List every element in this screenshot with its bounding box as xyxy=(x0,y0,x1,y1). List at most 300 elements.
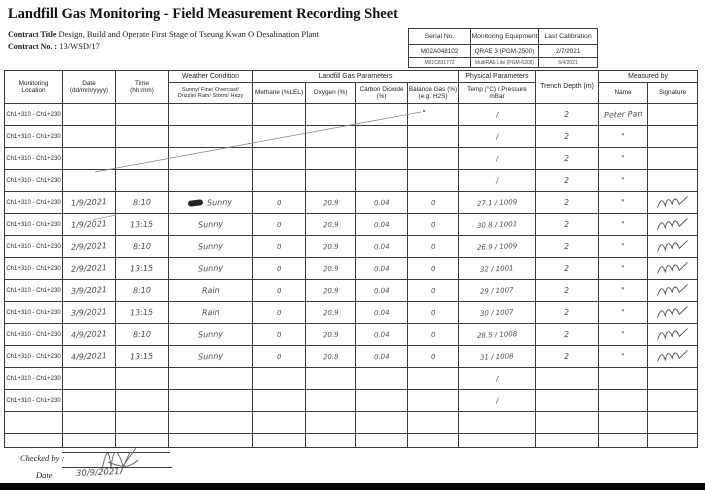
date-value-handwriting: 1/9/2021 xyxy=(70,219,108,230)
cell-weather-value xyxy=(169,236,253,258)
table-row xyxy=(5,126,698,148)
cell-temp-pressure-value xyxy=(459,148,536,170)
cell-name-value xyxy=(599,214,648,236)
trench-depth-value-handwriting: 2 xyxy=(564,131,570,142)
date-value-handwriting: 3/9/2021 xyxy=(70,307,108,318)
cell-trench-depth-value xyxy=(536,412,599,434)
name-value-handwriting: " xyxy=(620,153,626,164)
name-value-handwriting: " xyxy=(620,175,626,186)
cell-date-value xyxy=(63,390,116,412)
cell-weather-value xyxy=(169,192,253,214)
equipment-header-cell: Monitoring Equipment xyxy=(471,29,539,45)
name-value-handwriting: " xyxy=(620,285,626,296)
cell-time-value xyxy=(116,302,169,324)
name-value-handwriting: " xyxy=(620,307,626,318)
group-header-weather: Weather Condition xyxy=(169,71,253,83)
temp-pressure-value-handwriting: / xyxy=(495,374,499,383)
cell-trench-depth-value xyxy=(536,302,599,324)
contract-no-label: Contract No. : xyxy=(8,42,58,51)
cell-co2-value xyxy=(356,214,408,236)
cell-time-value xyxy=(116,258,169,280)
weather-value-handwriting: Sunny xyxy=(197,329,224,340)
temp-pressure-value-handwriting: 30 / 1007 xyxy=(480,307,514,318)
table-row xyxy=(5,236,698,258)
cell-trench-depth-value xyxy=(536,434,599,448)
cell-name-value xyxy=(599,280,648,302)
table-row xyxy=(5,302,698,324)
cell-weather-value xyxy=(169,170,253,192)
cell-signature-value xyxy=(648,434,698,448)
oxygen-value-handwriting: 20.9 xyxy=(322,242,339,251)
oxygen-value-handwriting: 20.9 xyxy=(322,220,339,229)
cell-oxygen-value xyxy=(306,434,356,448)
cell-location: Ch1+310 - Ch1+230 xyxy=(5,302,63,324)
cell-oxygen-value xyxy=(306,236,356,258)
time-value-handwriting: 13:15 xyxy=(130,307,154,318)
co2-value-handwriting: 0.04 xyxy=(373,286,390,295)
cell-balance-gas-value xyxy=(408,104,459,126)
contract-no-line xyxy=(8,41,100,51)
cell-balance-gas-value xyxy=(408,258,459,280)
cell-trench-depth-value xyxy=(536,236,599,258)
cell-signature-value xyxy=(648,148,698,170)
group-header-measured-by: Measured by xyxy=(599,71,698,83)
cell-methane-value xyxy=(253,302,306,324)
co2-value-handwriting: 0.04 xyxy=(373,198,390,207)
methane-value-handwriting: 0 xyxy=(276,286,282,295)
equipment-cell: M02A048102 xyxy=(409,45,471,58)
cell-oxygen-value xyxy=(306,390,356,412)
cell-methane-value xyxy=(253,170,306,192)
time-value-handwriting: 13:15 xyxy=(130,263,154,274)
cell-co2-value xyxy=(356,192,408,214)
cell-balance-gas-value xyxy=(408,346,459,368)
cell-methane-value xyxy=(253,236,306,258)
equipment-cell: QRAE 3 (PGM-2500) xyxy=(471,45,539,58)
cell-temp-pressure-value xyxy=(459,324,536,346)
name-value-handwriting: " xyxy=(620,131,626,142)
name-value-handwriting: " xyxy=(620,197,626,208)
cell-temp-pressure-value xyxy=(459,214,536,236)
time-value-handwriting: 8:10 xyxy=(132,197,152,208)
time-value-handwriting: 8:10 xyxy=(132,329,152,340)
cell-temp-pressure-value xyxy=(459,434,536,448)
trench-depth-value-handwriting: 2 xyxy=(564,197,570,208)
cell-name-value xyxy=(599,390,648,412)
cell-name-value xyxy=(599,236,648,258)
trench-depth-value-handwriting: 2 xyxy=(564,219,570,230)
cell-time-value xyxy=(116,104,169,126)
cell-date-value xyxy=(63,258,116,280)
cell-temp-pressure-value xyxy=(459,126,536,148)
balance-gas-value-handwriting: 0 xyxy=(430,242,436,251)
cell-time-value xyxy=(116,214,169,236)
cell-date-value xyxy=(63,214,116,236)
name-value-handwriting: " xyxy=(620,219,626,230)
scan-edge-bar xyxy=(0,483,705,490)
cell-weather-value xyxy=(169,324,253,346)
oxygen-value-handwriting: 20.9 xyxy=(322,286,339,295)
cell-co2-value xyxy=(356,280,408,302)
co2-value-handwriting: 0.04 xyxy=(373,330,390,339)
equipment-cell: 6/4/2021 xyxy=(539,58,598,68)
weather-value-handwriting: Sunny xyxy=(197,241,224,252)
name-value-handwriting: " xyxy=(620,351,626,362)
equipment-header-cell: Last Calibration xyxy=(539,29,598,45)
cell-weather-value xyxy=(169,280,253,302)
cell-time-value xyxy=(116,192,169,214)
oxygen-value-handwriting: 20.9 xyxy=(322,330,339,339)
cell-weather-value xyxy=(169,346,253,368)
cell-temp-pressure-value xyxy=(459,280,536,302)
cell-co2-value xyxy=(356,170,408,192)
cell-balance-gas-value xyxy=(408,368,459,390)
cell-signature-value xyxy=(648,170,698,192)
col-header-oxygen: Oxygen (%) xyxy=(306,83,356,104)
table-row xyxy=(5,148,698,170)
trench-depth-value-handwriting: 2 xyxy=(564,175,570,186)
weather-value-handwriting: Sunny xyxy=(197,351,224,362)
cell-oxygen-value xyxy=(306,258,356,280)
cell-signature-value xyxy=(648,214,698,236)
methane-value-handwriting: 0 xyxy=(276,220,282,229)
cell-trench-depth-value xyxy=(536,390,599,412)
cell-weather-value xyxy=(169,214,253,236)
temp-pressure-value-handwriting: 30.8 / 1001 xyxy=(476,219,518,230)
cell-signature-value xyxy=(648,368,698,390)
date-value-handwriting: 4/9/2021 xyxy=(70,351,108,362)
cell-date-value xyxy=(63,324,116,346)
col-header-time: Time (hh:mm) xyxy=(116,71,169,104)
cell-methane-value xyxy=(253,324,306,346)
cell-temp-pressure-value xyxy=(459,412,536,434)
table-row xyxy=(5,192,698,214)
cell-time-value xyxy=(116,346,169,368)
cell-oxygen-value xyxy=(306,214,356,236)
balance-gas-value-handwriting: 0 xyxy=(430,220,436,229)
cell-temp-pressure-value xyxy=(459,346,536,368)
cell-weather-value xyxy=(169,148,253,170)
oxygen-value-handwriting: 20.9 xyxy=(322,264,339,273)
cell-location: Ch1+310 - Ch1+230 xyxy=(5,170,63,192)
cell-temp-pressure-value xyxy=(459,236,536,258)
equipment-cell: MultiRAE Lite (PGM-6208) xyxy=(471,58,539,68)
col-header-trench: Trench Depth (m) xyxy=(536,71,599,104)
methane-value-handwriting: 0 xyxy=(276,198,282,207)
cell-balance-gas-value xyxy=(408,236,459,258)
cell-trench-depth-value xyxy=(536,170,599,192)
cell-trench-depth-value xyxy=(536,104,599,126)
table-row xyxy=(5,346,698,368)
table-row xyxy=(5,390,698,412)
cell-name-value xyxy=(599,170,648,192)
cell-date-value xyxy=(63,434,116,448)
table-row xyxy=(5,324,698,346)
cell-location: Ch1+310 - Ch1+230 xyxy=(5,214,63,236)
cell-methane-value xyxy=(253,148,306,170)
cell-balance-gas-value xyxy=(408,434,459,448)
temp-pressure-value-handwriting: 31 / 1008 xyxy=(480,351,514,362)
cell-time-value xyxy=(116,280,169,302)
time-value-handwriting: 8:10 xyxy=(132,285,152,296)
contract-title-label: Contract Title xyxy=(8,30,57,39)
col-header-signature: Signature xyxy=(648,83,698,104)
balance-gas-value-handwriting: 0 xyxy=(430,330,436,339)
methane-value-handwriting: 0 xyxy=(276,308,282,317)
balance-gas-value-handwriting: 0 xyxy=(430,264,436,273)
cell-name-value xyxy=(599,148,648,170)
cell-location: Ch1+310 - Ch1+230 xyxy=(5,280,63,302)
table-row xyxy=(5,434,698,448)
name-value-handwriting: " xyxy=(620,329,626,340)
cell-co2-value xyxy=(356,258,408,280)
cell-date-value xyxy=(63,104,116,126)
cell-date-value xyxy=(63,280,116,302)
cell-location: Ch1+310 - Ch1+230 xyxy=(5,192,63,214)
time-value-handwriting: 13:15 xyxy=(130,351,154,362)
temp-pressure-value-handwriting: 32 / 1001 xyxy=(480,263,514,274)
equipment-row xyxy=(409,45,598,58)
cell-location: Ch1+310 - Ch1+230 xyxy=(5,148,63,170)
name-value-handwriting: " xyxy=(620,241,626,252)
cell-name-value xyxy=(599,368,648,390)
cell-weather-value xyxy=(169,390,253,412)
cell-balance-gas-value xyxy=(408,412,459,434)
cell-oxygen-value xyxy=(306,148,356,170)
cell-name-value xyxy=(599,126,648,148)
cell-co2-value xyxy=(356,390,408,412)
cell-co2-value xyxy=(356,104,408,126)
contract-title-line xyxy=(8,29,319,39)
trench-depth-value-handwriting: 2 xyxy=(564,153,570,164)
cell-oxygen-value xyxy=(306,104,356,126)
cell-trench-depth-value xyxy=(536,126,599,148)
cell-date-value xyxy=(63,126,116,148)
col-header-date: Date (dd/mm/yyyy) xyxy=(63,71,116,104)
temp-pressure-value-handwriting: / xyxy=(495,110,499,119)
weather-value-handwriting: Rain xyxy=(201,307,220,318)
trench-depth-value-handwriting: 2 xyxy=(564,241,570,252)
trench-depth-value-handwriting: 2 xyxy=(564,285,570,296)
cell-co2-value xyxy=(356,346,408,368)
trench-depth-value-handwriting: 2 xyxy=(564,109,570,120)
date-value-handwriting: 4/9/2021 xyxy=(70,329,108,340)
cell-name-value xyxy=(599,258,648,280)
cell-balance-gas-value xyxy=(408,324,459,346)
cell-weather-value xyxy=(169,434,253,448)
methane-value-handwriting: 0 xyxy=(276,330,282,339)
cell-time-value xyxy=(116,368,169,390)
col-header-location: Monitoring Location xyxy=(5,71,63,104)
cell-location: Ch1+310 - Ch1+230 xyxy=(5,104,63,126)
cell-weather-value xyxy=(169,368,253,390)
oxygen-value-handwriting: 20.8 xyxy=(322,352,339,361)
cell-methane-value xyxy=(253,412,306,434)
cell-signature-value xyxy=(648,236,698,258)
cell-methane-value xyxy=(253,368,306,390)
cell-signature-value xyxy=(648,280,698,302)
cell-weather-value xyxy=(169,258,253,280)
cell-signature-value xyxy=(648,258,698,280)
weather-value-handwriting: Rain xyxy=(201,285,220,296)
cell-time-value xyxy=(116,390,169,412)
cell-location: Ch1+310 - Ch1+230 xyxy=(5,324,63,346)
balance-gas-value-handwriting: 0 xyxy=(430,308,436,317)
cell-co2-value xyxy=(356,126,408,148)
contract-title-value: Design, Build and Operate First Stage of Tseung Kwan O Desalination Plant xyxy=(58,29,319,39)
date-value-handwriting: 2/9/2021 xyxy=(70,263,108,274)
cell-weather-value xyxy=(169,302,253,324)
trench-depth-value-handwriting: 2 xyxy=(564,263,570,274)
cell-name-value xyxy=(599,302,648,324)
weather-value-handwriting: Sunny xyxy=(207,197,233,208)
cell-methane-value xyxy=(253,434,306,448)
cell-oxygen-value xyxy=(306,412,356,434)
checked-by-line xyxy=(62,452,170,453)
co2-value-handwriting: 0.04 xyxy=(373,352,390,361)
time-value-handwriting: 8:10 xyxy=(132,241,152,252)
cell-methane-value xyxy=(253,258,306,280)
cell-balance-gas-value xyxy=(408,390,459,412)
temp-pressure-value-handwriting: / xyxy=(495,154,499,163)
cell-trench-depth-value xyxy=(536,258,599,280)
weather-value-handwriting: Sunny xyxy=(197,263,224,274)
cell-location: Ch1+310 - Ch1+230 xyxy=(5,346,63,368)
cell-methane-value xyxy=(253,346,306,368)
cell-oxygen-value xyxy=(306,170,356,192)
cell-balance-gas-value xyxy=(408,192,459,214)
equipment-header-cell: Serial No. xyxy=(409,29,471,45)
cell-temp-pressure-value xyxy=(459,390,536,412)
group-header-physical: Physical Parameters xyxy=(459,71,536,83)
cell-signature-value xyxy=(648,346,698,368)
cell-co2-value xyxy=(356,236,408,258)
time-value-handwriting: 13:15 xyxy=(130,219,154,230)
cell-location xyxy=(5,434,63,448)
equipment-row xyxy=(409,58,598,68)
cell-time-value xyxy=(116,126,169,148)
trench-depth-value-handwriting: 2 xyxy=(564,307,570,318)
trench-depth-value-handwriting: 2 xyxy=(564,329,570,340)
cell-time-value xyxy=(116,236,169,258)
cell-date-value xyxy=(63,170,116,192)
oxygen-value-handwriting: 20.9 xyxy=(322,308,339,317)
table-row xyxy=(5,368,698,390)
ink-blot-mark xyxy=(188,200,204,208)
cell-name-value xyxy=(599,412,648,434)
temp-pressure-value-handwriting: 28.5 / 1008 xyxy=(476,329,518,340)
cell-name-value xyxy=(599,434,648,448)
cell-oxygen-value xyxy=(306,280,356,302)
balance-gas-value-handwriting: 0 xyxy=(430,286,436,295)
cell-date-value xyxy=(63,236,116,258)
table-row xyxy=(5,258,698,280)
cell-trench-depth-value xyxy=(536,324,599,346)
co2-value-handwriting: 0.04 xyxy=(373,242,390,251)
cell-weather-value xyxy=(169,412,253,434)
cell-trench-depth-value xyxy=(536,148,599,170)
cell-temp-pressure-value xyxy=(459,192,536,214)
cell-methane-value xyxy=(253,126,306,148)
cell-location: Ch1+310 - Ch1+230 xyxy=(5,236,63,258)
cell-co2-value xyxy=(356,148,408,170)
cell-balance-gas-value xyxy=(408,170,459,192)
cell-signature-value xyxy=(648,126,698,148)
cell-time-value xyxy=(116,434,169,448)
equipment-header-row xyxy=(409,29,598,45)
equipment-cell: 2/7/2021 xyxy=(539,45,598,58)
cell-balance-gas-value xyxy=(408,126,459,148)
table-row xyxy=(5,214,698,236)
temp-pressure-value-handwriting: 27.1 / 1009 xyxy=(476,197,518,208)
cell-balance-gas-value xyxy=(408,148,459,170)
cell-temp-pressure-value xyxy=(459,302,536,324)
checked-by-label: Checked by : xyxy=(20,453,65,463)
table-row xyxy=(5,412,698,434)
cell-balance-gas-value xyxy=(408,214,459,236)
cell-name-value xyxy=(599,192,648,214)
cell-methane-value xyxy=(253,214,306,236)
cell-date-value xyxy=(63,368,116,390)
cell-signature-value xyxy=(648,412,698,434)
table-row xyxy=(5,280,698,302)
date-value-handwriting: 3/9/2021 xyxy=(70,285,108,296)
group-header-gas: Landfill Gas Parameters xyxy=(253,71,459,83)
cell-name-value xyxy=(599,324,648,346)
cell-methane-value xyxy=(253,280,306,302)
cell-location xyxy=(5,412,63,434)
balance-gas-value-handwriting: 0 xyxy=(430,198,436,207)
cell-oxygen-value xyxy=(306,126,356,148)
cell-balance-gas-value xyxy=(408,280,459,302)
cell-temp-pressure-value xyxy=(459,258,536,280)
cell-signature-value xyxy=(648,302,698,324)
table-row xyxy=(5,104,698,126)
temp-pressure-value-handwriting: 29 / 1007 xyxy=(480,285,514,296)
cell-location: Ch1+310 - Ch1+230 xyxy=(5,258,63,280)
cell-date-value xyxy=(63,346,116,368)
co2-value-handwriting: 0.04 xyxy=(373,308,390,317)
temp-pressure-value-handwriting: / xyxy=(495,396,499,405)
cell-name-value xyxy=(599,104,648,126)
date-label: Date xyxy=(36,470,53,480)
cell-date-value xyxy=(63,192,116,214)
col-header-weather-options: Sunny/ Fine/ Overcast/ Drizzle/ Rain/ Storm/ Hazy xyxy=(169,83,253,104)
cell-trench-depth-value xyxy=(536,214,599,236)
cell-time-value xyxy=(116,324,169,346)
cell-date-value xyxy=(63,412,116,434)
col-header-co2: Carbon Dioxide (%) xyxy=(356,83,408,104)
cell-weather-value xyxy=(169,126,253,148)
temp-pressure-value-handwriting: 26.9 / 1009 xyxy=(476,241,518,252)
name-value-handwriting: Peter Pan xyxy=(603,109,643,120)
cell-trench-depth-value xyxy=(536,192,599,214)
cell-oxygen-value xyxy=(306,368,356,390)
cell-co2-value xyxy=(356,368,408,390)
cell-trench-depth-value xyxy=(536,280,599,302)
weather-value-handwriting: Sunny xyxy=(197,219,224,230)
contract-no-value: 13/WSD/17 xyxy=(59,41,100,51)
table-row xyxy=(5,170,698,192)
cell-oxygen-value xyxy=(306,192,356,214)
date-value-handwriting: 1/9/2021 xyxy=(70,197,108,208)
cell-temp-pressure-value xyxy=(459,104,536,126)
page-title: Landfill Gas Monitoring - Field Measurement Recording Sheet xyxy=(8,6,398,22)
trench-depth-value-handwriting: 2 xyxy=(564,351,570,362)
col-header-methane: Methane (%LEL) xyxy=(253,83,306,104)
measurement-table xyxy=(4,70,698,448)
cell-methane-value xyxy=(253,390,306,412)
